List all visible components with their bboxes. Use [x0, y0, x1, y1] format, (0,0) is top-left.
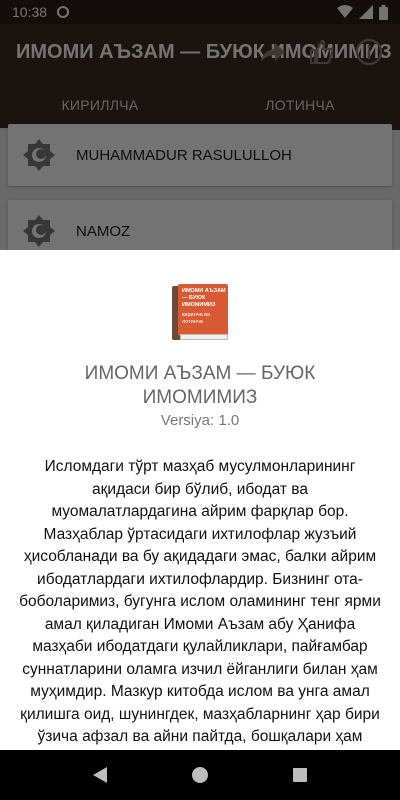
about-dialog [0, 250, 400, 750]
back-icon [92, 766, 108, 784]
recents-icon [292, 767, 308, 783]
dialog-scrim[interactable] [0, 0, 400, 250]
back-button[interactable] [80, 755, 120, 795]
dialog-title: ИМОМИ АЪЗАМ — БУЮК ИМОМИМИЗ [84, 363, 316, 408]
dialog-description: Исломдаги тўрт мазҳаб мусулмонларининг ақидаси бир бўлиб, ибодат ва муомалатлардагина айрим фарқлар бор. Мазҳаблар ўртасидаги ихтилофлар жузъий ҳисобланади ва бу ақидадаги эмас, балки айрим ибодатлардаги ихтилофлардир. Бизнинг ота- боболаримиз, бугунга ислом оламининг тенг ярми амал қиладиган Имоми Аъзам абу Ҳанифа мазҳаби ибодатдаги қулайликлари, пайғамбар суннатларини оламга изчил ёйганлиги билан ҳам муҳимдир. Мазкур китобда ислом ва унга амал қилишга оид, шунингдек, мазҳабларнинг ҳар бири ўзича афзал ва айни пайтда, бошқалари ҳам [19, 458, 381, 745]
home-button[interactable] [180, 755, 220, 795]
recents-button[interactable] [280, 755, 320, 795]
book-cover-subtitle: кирилча ва лотинча [182, 312, 211, 325]
app-logo [172, 284, 230, 342]
dialog-version: Versiya: 1.0 [160, 412, 240, 429]
book-cover-title: ИМОМИ АЪЗАМ — БУЮК ИМОМИМИЗ [182, 288, 226, 308]
nav-bar [0, 750, 400, 800]
home-icon [191, 766, 209, 784]
